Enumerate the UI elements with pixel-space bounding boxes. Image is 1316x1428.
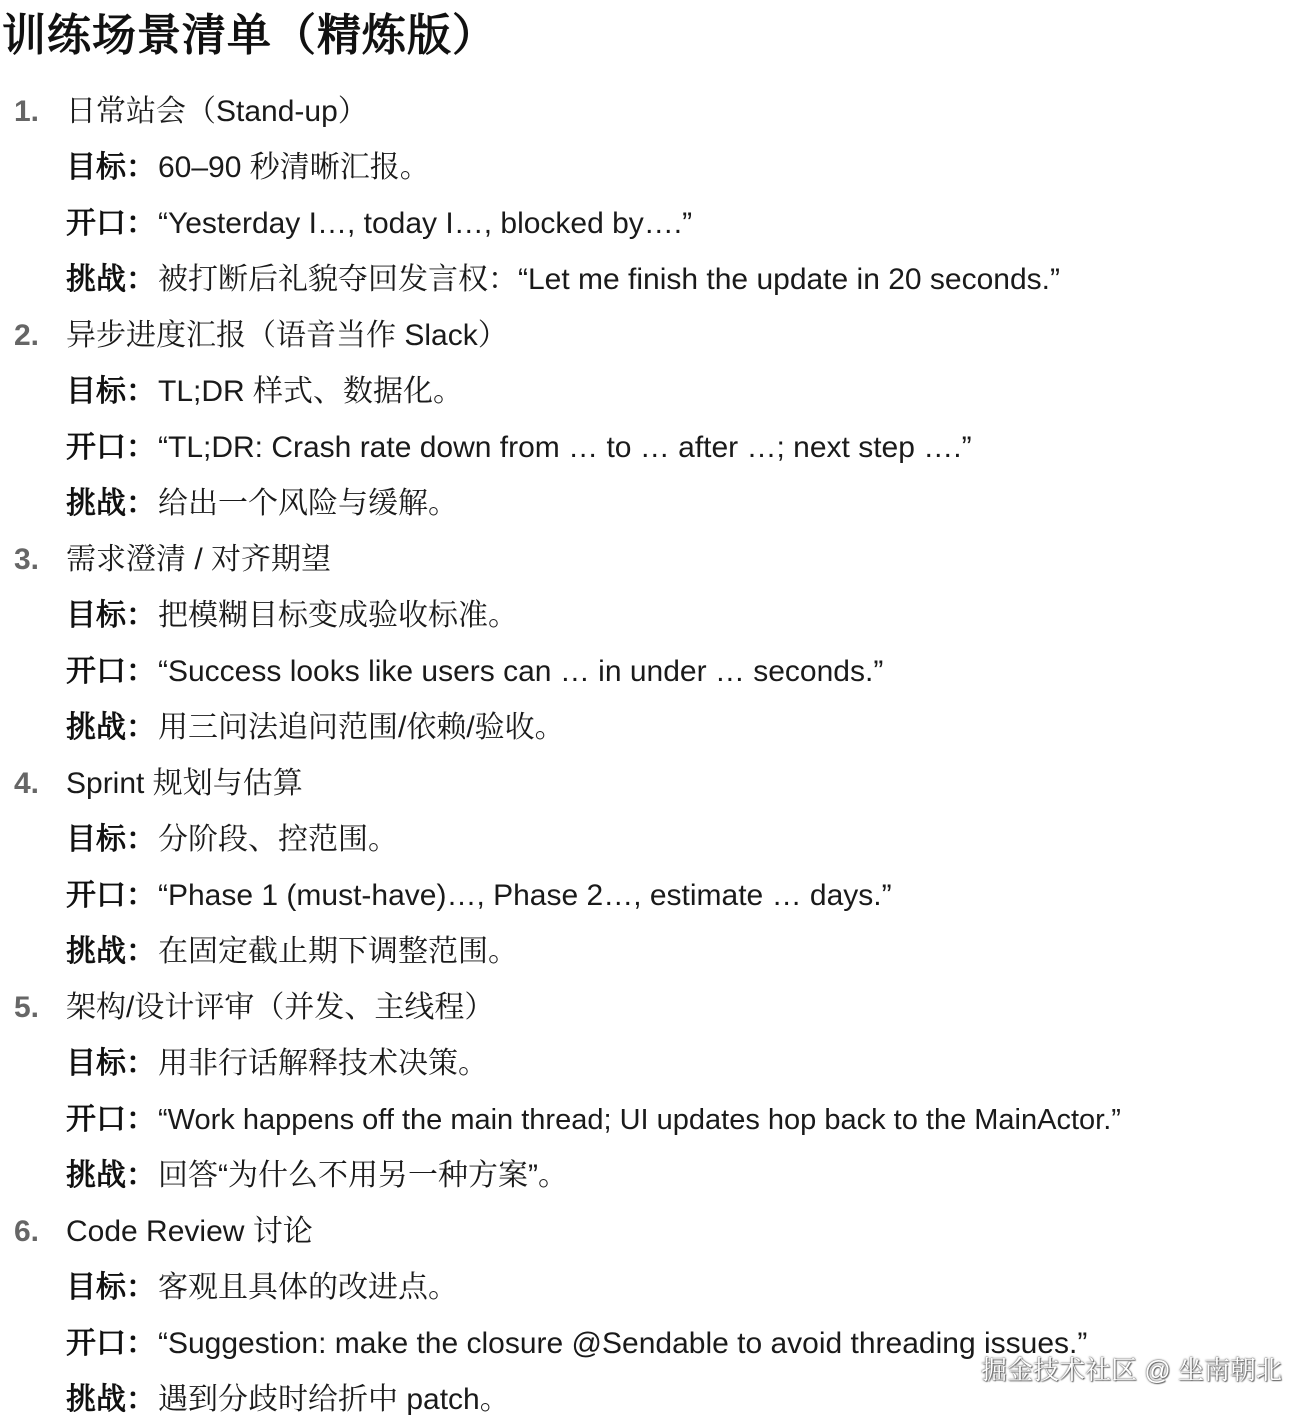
goal-row [0, 364, 1316, 420]
page-title: 训练场景清单（精炼版） [2, 11, 497, 60]
list-item-title: 日常站会（Stand-up） [66, 95, 368, 128]
challenge-label: 挑战： [66, 263, 156, 296]
challenge-text: 被打断后礼貌夺回发言权：“Let me finish the update in 20 seconds.” [158, 263, 1060, 296]
list-item-title-row [0, 84, 1316, 140]
challenge-row [0, 700, 1316, 756]
goal-text: 分阶段、控范围。 [158, 823, 398, 856]
goal-text: 客观且具体的改进点。 [158, 1271, 458, 1304]
opener-row [0, 644, 1316, 700]
opener-text: “Phase 1 (must-have)…, Phase 2…, estimate … days.” [158, 879, 892, 912]
list-item-number: 2. [14, 319, 40, 352]
goal-label: 目标： [66, 823, 156, 856]
opener-text: “Success looks like users can … in under … seconds.” [158, 655, 884, 688]
goal-row [0, 1036, 1316, 1092]
goal-label: 目标： [66, 1047, 156, 1080]
goal-text: 60–90 秒清晰汇报。 [158, 151, 430, 184]
opener-text: “Yesterday I…, today I…, blocked by….” [158, 207, 693, 240]
goal-row [0, 1260, 1316, 1316]
goal-text: 用非行话解释技术决策。 [158, 1047, 488, 1080]
list-item-number: 6. [14, 1215, 40, 1248]
goal-label: 目标： [66, 1271, 156, 1304]
goal-row [0, 140, 1316, 196]
list-item-title: 需求澄清 / 对齐期望 [66, 543, 332, 576]
challenge-label: 挑战： [66, 1383, 156, 1416]
opener-label: 开口： [66, 207, 156, 240]
challenge-row [0, 252, 1316, 308]
list-item-title: Sprint 规划与估算 [66, 767, 303, 800]
list-item-title-row [0, 1204, 1316, 1260]
list-item-title: Code Review 讨论 [66, 1215, 313, 1248]
opener-text: “Work happens off the main thread; UI updates hop back to the MainActor.” [158, 1104, 1121, 1136]
goal-row [0, 588, 1316, 644]
opener-text: “TL;DR: Crash rate down from … to … after …; next step ….” [158, 431, 972, 464]
goal-text: 把模糊目标变成验收标准。 [158, 599, 518, 632]
list-item-title-row [0, 308, 1316, 364]
opener-text: “Suggestion: make the closure @Sendable to avoid threading issues.” [158, 1327, 1088, 1360]
list-item-title-row [0, 532, 1316, 588]
challenge-text: 给出一个风险与缓解。 [158, 487, 458, 520]
challenge-row [0, 476, 1316, 532]
opener-label: 开口： [66, 879, 156, 912]
list-item-title: 架构/设计评审（并发、主线程） [66, 991, 495, 1024]
opener-row [0, 196, 1316, 252]
challenge-label: 挑战： [66, 711, 156, 744]
challenge-row [0, 1148, 1316, 1204]
goal-label: 目标： [66, 375, 156, 408]
list-item-number: 1. [14, 95, 40, 128]
watermark: 掘金技术社区 @ 坐南朝北 [981, 1355, 1282, 1385]
opener-row [0, 420, 1316, 476]
goal-label: 目标： [66, 599, 156, 632]
goal-row [0, 812, 1316, 868]
opener-label: 开口： [66, 1327, 156, 1360]
goal-text: TL;DR 样式、数据化。 [158, 375, 464, 408]
list-item-title-row [0, 756, 1316, 812]
list-item-number: 4. [14, 767, 40, 800]
challenge-label: 挑战： [66, 487, 156, 520]
challenge-text: 遇到分歧时给折中 patch。 [158, 1383, 510, 1416]
opener-label: 开口： [66, 655, 156, 688]
list-item-title: 异步进度汇报（语音当作 Slack） [66, 319, 508, 352]
list-item-number: 5. [14, 991, 40, 1024]
challenge-label: 挑战： [66, 1159, 156, 1192]
challenge-text: 回答“为什么不用另一种方案”。 [158, 1159, 568, 1192]
scenario-list [0, 84, 1316, 1428]
challenge-text: 用三问法追问范围/依赖/验收。 [158, 711, 565, 744]
challenge-label: 挑战： [66, 935, 156, 968]
opener-label: 开口： [66, 431, 156, 464]
opener-row [0, 868, 1316, 924]
opener-row [0, 1092, 1316, 1148]
list-item-number: 3. [14, 543, 40, 576]
list-item-title-row [0, 980, 1316, 1036]
challenge-text: 在固定截止期下调整范围。 [158, 935, 518, 968]
challenge-row [0, 924, 1316, 980]
opener-label: 开口： [66, 1103, 156, 1136]
goal-label: 目标： [66, 151, 156, 184]
